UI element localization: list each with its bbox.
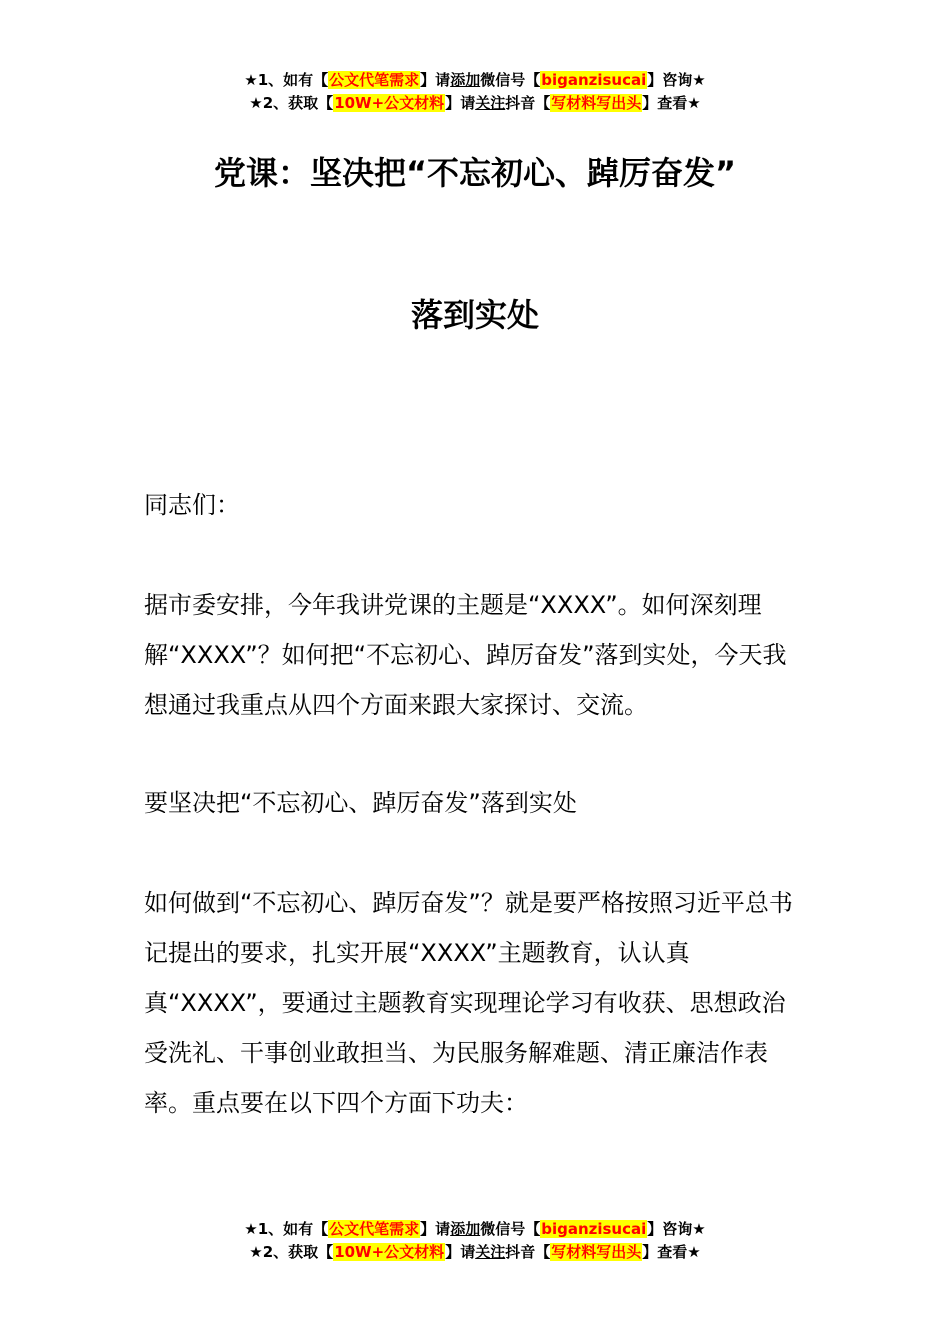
promo-douyin-id: 写材料写出头 <box>551 1243 642 1261</box>
promo-highlight: 10W+公文材料 <box>334 94 445 112</box>
promo-underlined: 添加 <box>450 71 481 89</box>
promo-line-2: ★2、获取【10W+公文材料】请关注抖音【写材料写出头】查看★ <box>249 94 701 112</box>
promo-underlined: 关注 <box>475 1243 506 1261</box>
intro-paragraph: 据市委安排，今年我讲党课的主题是“XXXX”。如何深刻理解“XXXX”？如何把“不忘初心、踔厉奋发”落到实处，今天我想通过我重点从四个方面来跟大家探讨、交流。 <box>144 591 787 719</box>
promo-douyin-id: 写材料写出头 <box>551 94 642 112</box>
promo-wechat-id: biganzisucai <box>541 1220 647 1238</box>
promo-underlined: 添加 <box>450 1220 481 1238</box>
section-heading: 要坚决把“不忘初心、踔厉奋发”落到实处 <box>144 789 577 817</box>
promo-highlight: 10W+公文材料 <box>334 1243 445 1261</box>
promo-highlight: 公文代笔需求 <box>329 71 420 89</box>
document-title-line-1: 党课：坚决把“不忘初心、踔厉奋发” <box>213 154 737 192</box>
greeting: 同志们： <box>144 491 240 519</box>
promo-header <box>0 69 950 115</box>
document-title-line-2: 落到实处 <box>410 296 539 334</box>
body-paragraph: 如何做到“不忘初心、踔厉奋发”？就是要严格按照习近平总书记提出的要求，扎实开展“XXXX”主题教育，认认真真“XXXX”，要通过主题教育实现理论学习有收获、思想政治受洗礼、干事创业敢担当、为民服务解难题、清正廉洁作表率。重点要在以下四个方面下功夫： <box>144 889 793 1117</box>
promo-line-1: ★1、如有【公文代笔需求】请添加微信号【biganzisucai】咨询★ <box>244 1220 706 1238</box>
promo-wechat-id: biganzisucai <box>541 71 647 89</box>
promo-underlined: 关注 <box>475 94 506 112</box>
promo-highlight: 公文代笔需求 <box>329 1220 420 1238</box>
promo-line-2: ★2、获取【10W+公文材料】请关注抖音【写材料写出头】查看★ <box>249 1243 701 1261</box>
promo-line-1: ★1、如有【公文代笔需求】请添加微信号【biganzisucai】咨询★ <box>244 71 706 89</box>
promo-footer <box>0 1218 950 1264</box>
